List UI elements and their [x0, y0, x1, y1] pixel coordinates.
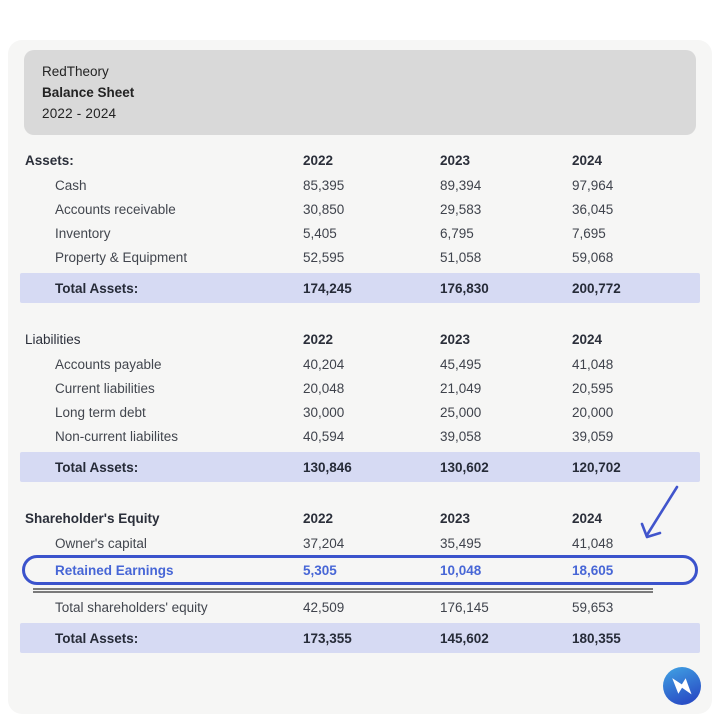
row-value-2022: 52,595 — [303, 249, 345, 265]
total-value-2024: 120,702 — [572, 459, 621, 475]
total-value-2022: 130,846 — [303, 459, 352, 475]
row-label: Long term debt — [55, 404, 146, 420]
table-row — [20, 531, 700, 555]
assets-total-row — [20, 273, 700, 303]
row-value-2024: 59,653 — [572, 599, 614, 615]
balance-sheet-table — [20, 148, 700, 653]
section-title-assets: Assets: — [25, 153, 74, 168]
row-value-2022: 20,048 — [303, 380, 345, 396]
section-equity — [20, 506, 700, 653]
table-row — [20, 595, 700, 619]
row-value-2023: 6,795 — [440, 225, 474, 241]
total-label: Total Assets: — [55, 280, 139, 296]
total-value-2024: 180,355 — [572, 630, 621, 646]
table-row — [20, 173, 700, 197]
total-value-2022: 173,355 — [303, 630, 352, 646]
row-value-2023: 29,583 — [440, 201, 482, 217]
row-value-2022: 42,509 — [303, 599, 345, 615]
row-value-2023: 10,048 — [440, 562, 482, 578]
row-value-2023: 21,049 — [440, 380, 482, 396]
year-column-2022: 2022 — [303, 511, 334, 526]
table-row — [20, 221, 700, 245]
row-value-2023: 176,145 — [440, 599, 489, 615]
year-column-2024: 2024 — [572, 511, 603, 526]
row-value-2024: 59,068 — [572, 249, 614, 265]
table-row — [20, 197, 700, 221]
equity-header-row — [20, 506, 700, 531]
row-label: Property & Equipment — [55, 249, 188, 265]
row-value-2022: 5,305 — [303, 562, 337, 578]
row-value-2023: 39,058 — [440, 428, 482, 444]
section-title-equity: Shareholder's Equity — [25, 511, 160, 526]
total-label: Total Assets: — [55, 459, 139, 475]
row-label: Retained Earnings — [55, 562, 174, 578]
report-title: Balance Sheet — [42, 85, 135, 100]
table-row — [20, 424, 700, 448]
row-label: Accounts payable — [55, 356, 162, 372]
liabilities-header-row — [20, 327, 700, 352]
table-row — [20, 245, 700, 269]
row-value-2024: 41,048 — [572, 356, 614, 372]
row-value-2022: 40,204 — [303, 356, 345, 372]
report-period: 2022 - 2024 — [42, 106, 117, 121]
total-value-2023: 145,602 — [440, 630, 489, 646]
row-value-2022: 5,405 — [303, 225, 337, 241]
section-assets — [20, 148, 700, 303]
row-value-2022: 30,850 — [303, 201, 345, 217]
year-column-2023: 2023 — [440, 153, 471, 168]
row-label: Total shareholders' equity — [55, 599, 208, 615]
row-value-2024: 20,000 — [572, 404, 614, 420]
row-value-2024: 7,695 — [572, 225, 606, 241]
row-label: Owner's capital — [55, 535, 147, 551]
assets-header-row — [20, 148, 700, 173]
table-row — [20, 376, 700, 400]
section-title-liabilities: Liabilities — [25, 332, 81, 347]
row-label: Non-current liabilites — [55, 428, 179, 444]
retained-earnings-highlighted-row — [22, 555, 698, 585]
year-column-2023: 2023 — [440, 511, 471, 526]
bolt-logo-icon — [662, 666, 702, 706]
total-value-2023: 130,602 — [440, 459, 489, 475]
row-value-2024: 97,964 — [572, 177, 614, 193]
row-label: Current liabilities — [55, 380, 155, 396]
row-value-2022: 40,594 — [303, 428, 345, 444]
row-value-2024: 36,045 — [572, 201, 614, 217]
row-value-2022: 30,000 — [303, 404, 345, 420]
company-name: RedTheory — [42, 64, 109, 79]
year-column-2024: 2024 — [572, 153, 603, 168]
row-value-2024: 20,595 — [572, 380, 614, 396]
row-label: Cash — [55, 177, 87, 193]
table-row — [20, 400, 700, 424]
year-column-2022: 2022 — [303, 153, 334, 168]
year-column-2022: 2022 — [303, 332, 334, 347]
row-value-2023: 25,000 — [440, 404, 482, 420]
row-label: Accounts receivable — [55, 201, 176, 217]
double-underline — [33, 588, 653, 593]
report-header — [24, 50, 696, 135]
total-label: Total Assets: — [55, 630, 139, 646]
row-label: Inventory — [55, 225, 111, 241]
liabilities-total-row — [20, 452, 700, 482]
row-value-2022: 37,204 — [303, 535, 345, 551]
table-row — [20, 352, 700, 376]
row-value-2023: 51,058 — [440, 249, 482, 265]
total-value-2024: 200,772 — [572, 280, 621, 296]
total-value-2023: 176,830 — [440, 280, 489, 296]
row-value-2024: 39,059 — [572, 428, 614, 444]
row-value-2024: 41,048 — [572, 535, 614, 551]
row-value-2023: 35,495 — [440, 535, 482, 551]
section-liabilities — [20, 327, 700, 482]
row-value-2022: 85,395 — [303, 177, 345, 193]
row-value-2024: 18,605 — [572, 562, 614, 578]
row-value-2023: 89,394 — [440, 177, 482, 193]
year-column-2023: 2023 — [440, 332, 471, 347]
total-value-2022: 174,245 — [303, 280, 352, 296]
row-value-2023: 45,495 — [440, 356, 482, 372]
balance-sheet-card — [8, 40, 712, 714]
year-column-2024: 2024 — [572, 332, 603, 347]
equity-total-row — [20, 623, 700, 653]
